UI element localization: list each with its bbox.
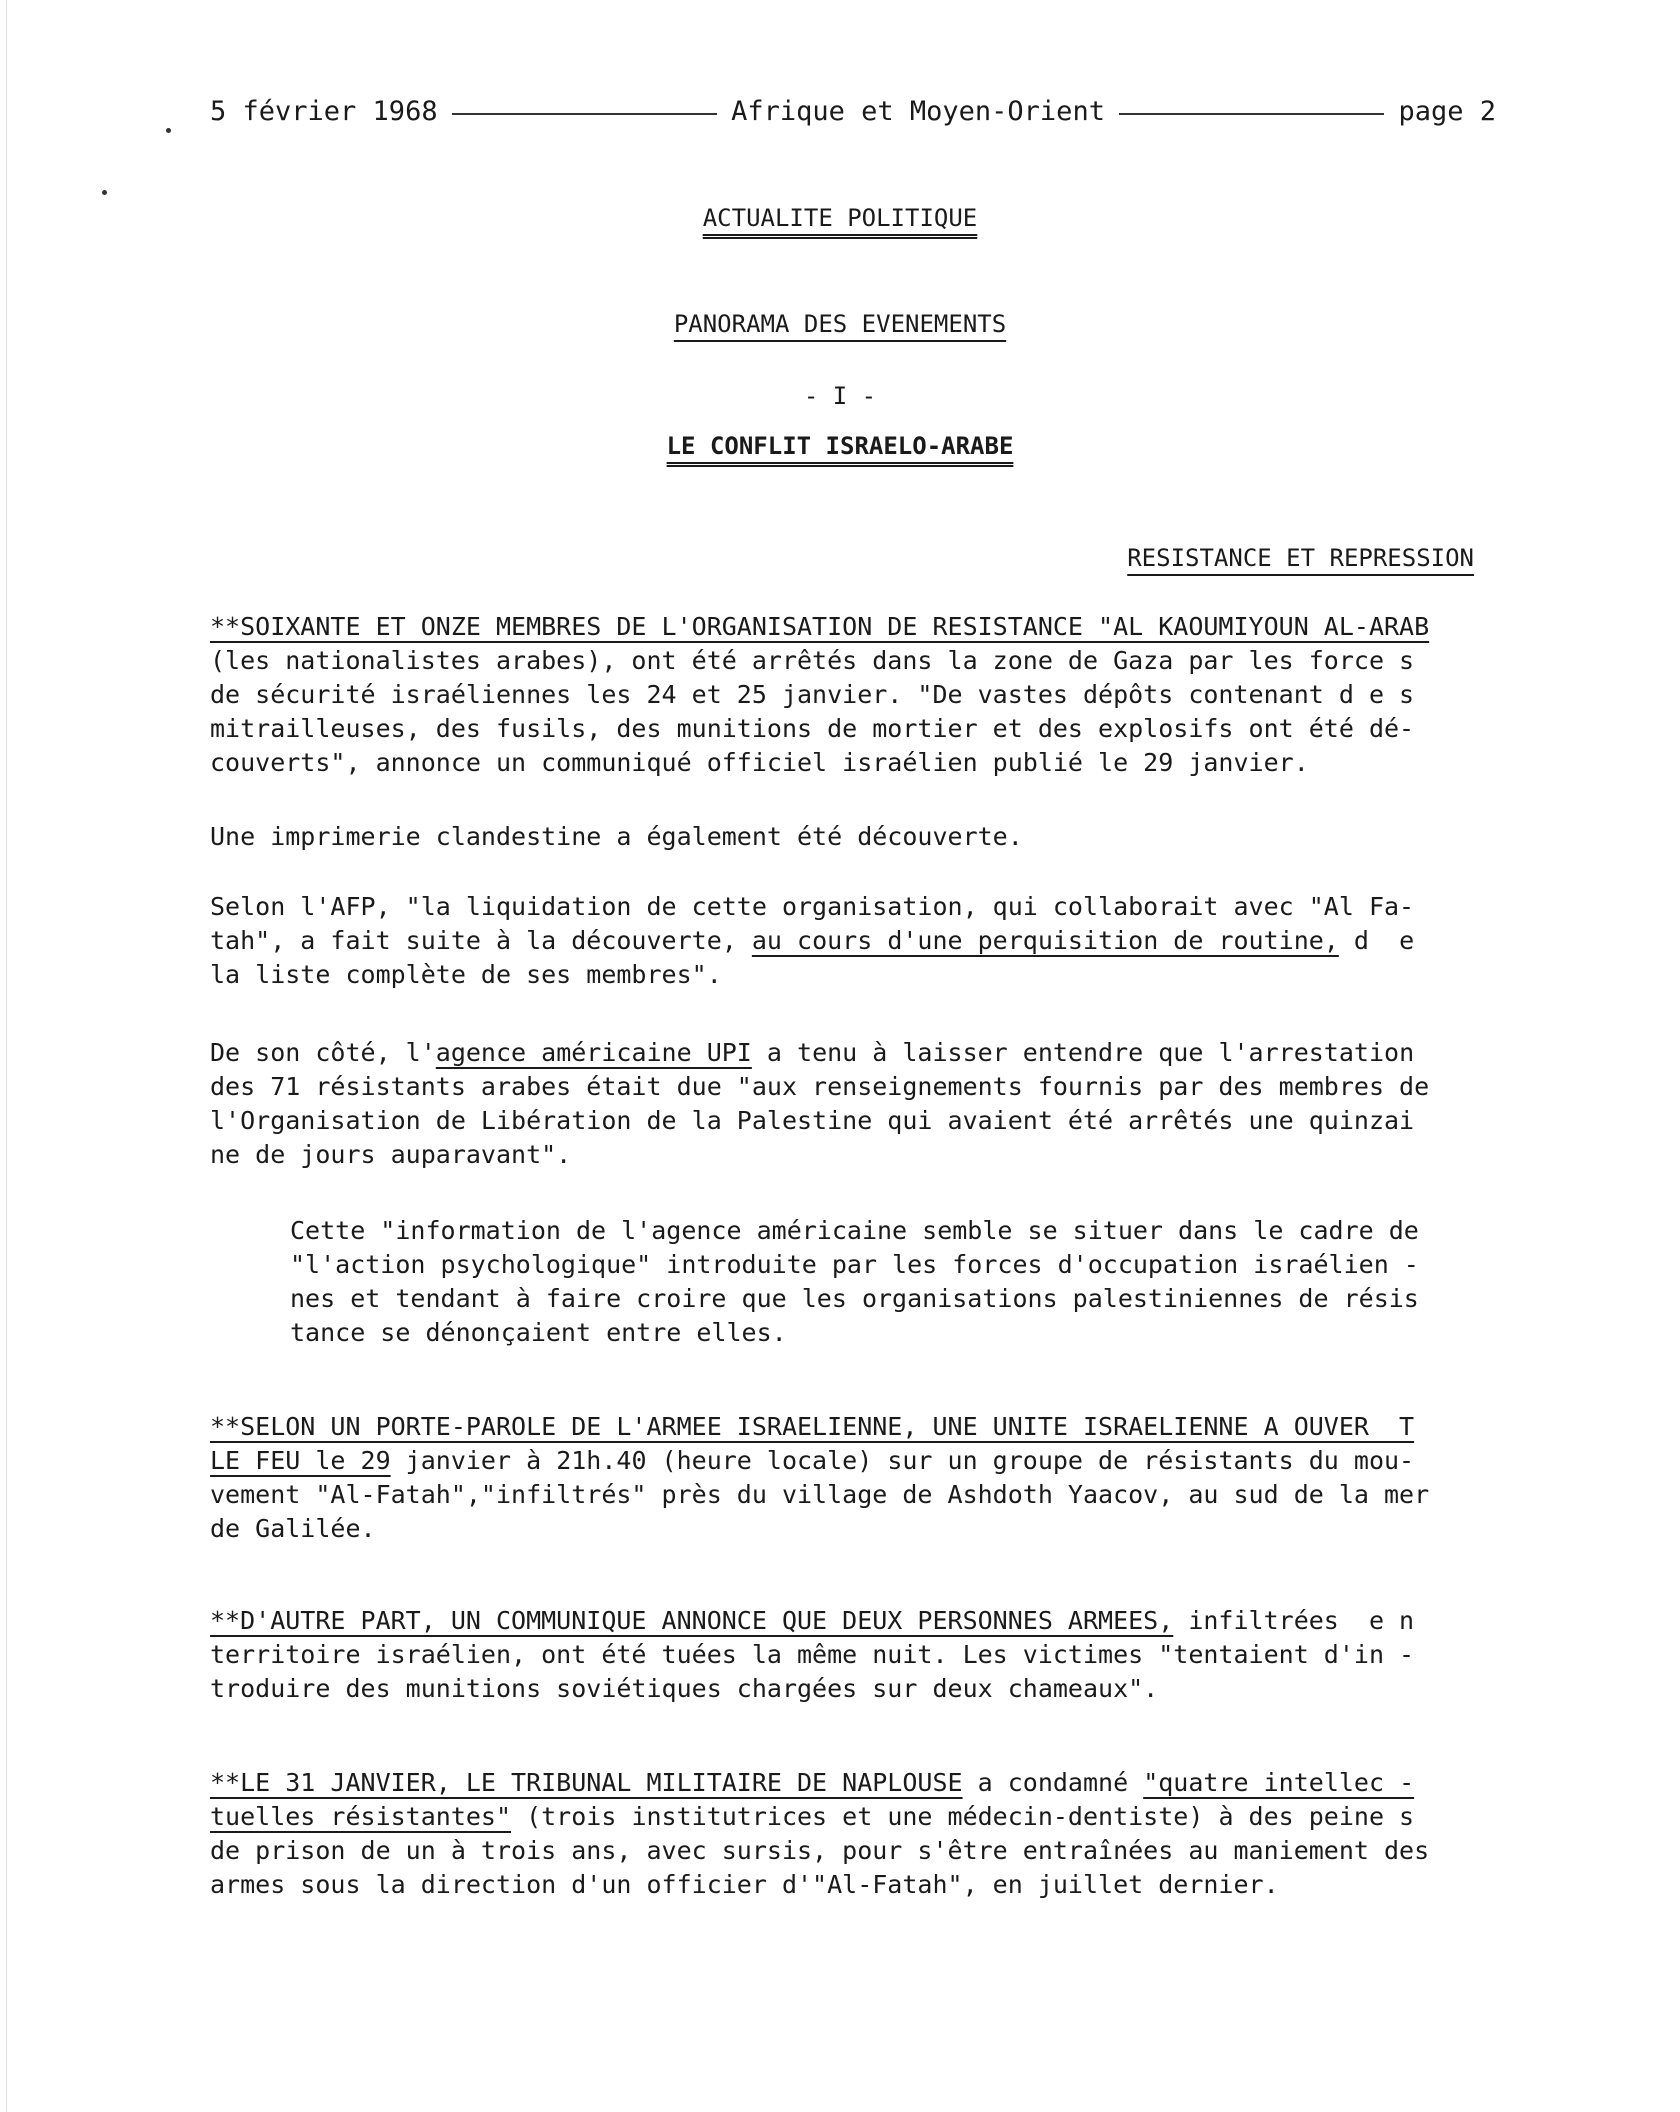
section-heading: RESISTANCE ET REPRESSION [1127,544,1474,572]
scan-speck [166,128,171,133]
paragraph-8 [210,1766,1510,1902]
chapter-title: LE CONFLIT ISRAELO-ARABE [666,432,1014,460]
page-header [210,96,1496,127]
section-number: - I - [803,382,877,410]
paragraph-text: (les nationalistes arabes), ont été arrêtés dans la zone de Gaza par les force s de sécurité israéliennes les 24 et 25 janvier. "De vastes dépôts contenant d e s mitrailleuses, des fusils, des munitions de mortier et des explosifs ont été dé- couverts", annonce un communiqué officiel israélien publié le 29 janvier. [210,646,1415,777]
chapter-title-wrap [0,432,1680,460]
paragraph-3 [210,890,1510,992]
paragraph-lead: **SOIXANTE ET ONZE MEMBRES DE L'ORGANISATION DE RESISTANCE "AL KAOUMIYOUN AL-ARAB [210,612,1430,641]
paragraph-lead: **D'AUTRE PART, UN COMMUNIQUE ANNONCE QUE DEUX PERSONNES ARMEES, [210,1606,1174,1635]
paragraph-4 [210,1036,1510,1172]
paragraph-text: janvier à 21h.40 (heure locale) sur un groupe de résistants du mou- vement "Al-Fatah","infiltrés" près du village de Ashdoth Yaacov, au sud de la mer de Galilée. [210,1446,1430,1543]
underlined-phrase: "quatre intellec - tuelles résistantes" [210,1768,1415,1831]
paragraph-5-commentary: Cette "information de l'agence américaine semble se situer dans le cadre de "l'action psychologique" introduite par les forces d'occupation israélien - nes et tendant à faire croire que les organisations palestiniennes de résis tance se dénonçaient entre elles. [290,1216,1419,1347]
paragraph-text: a condamné [962,1768,1144,1797]
header-rule [452,113,718,115]
paragraph-1 [210,610,1510,780]
subtitle-wrap [0,310,1680,338]
header-date: 5 février 1968 [210,96,438,127]
underlined-phrase: agence américaine UPI [435,1038,752,1067]
paragraph-text: d e la liste complète de ses membres". [210,926,1415,989]
paragraph-text: De son côté, l' [210,1038,436,1067]
paragraph-text: infiltrées e n territoire israélien, ont été tuées la même nuit. Les victimes "tentaient d'in - troduire des munitions soviétiques chargées sur deux chameaux". [210,1606,1415,1703]
paragraph-text: Selon l'AFP, "la liquidation de cette organisation, qui collaborait avec "Al Fa- tah", a fait suite à la découverte, [210,892,1415,955]
paragraph-text: (trois institutrices et une médecin-dentiste) à des peine s de prison de un à trois ans, avec sursis, pour s'être entraînées au maniement des armes sous la direction d'un officier d'"Al-Fatah", en juillet dernier. [210,1802,1430,1899]
paragraph-2: Une imprimerie clandestine a également été découverte. [210,822,1023,851]
subtitle: PANORAMA DES EVENEMENTS [673,310,1007,338]
paragraph-7 [210,1604,1510,1706]
paragraph-lead: **LE 31 JANVIER, LE TRIBUNAL MILITAIRE DE NAPLOUSE [210,1768,963,1797]
main-title-wrap [0,204,1680,232]
underlined-phrase: au cours d'une perquisition de routine, [751,926,1339,955]
paragraph-6 [210,1410,1510,1546]
header-section: Afrique et Moyen-Orient [731,96,1105,127]
main-title: ACTUALITE POLITIQUE [702,204,978,232]
section-heading-wrap [1127,544,1474,572]
paragraph-text: a tenu à laisser entendre que l'arrestation des 71 résistants arabes était due "aux renseignements fournis par des membres de l'Organisation de Libération de la Palestine qui avaient été arrêtés une quinzai ne de jours auparavant". [210,1038,1430,1169]
scan-speck [102,190,107,195]
header-rule [1119,113,1385,115]
header-page-number: page 2 [1398,96,1496,127]
paragraph-lead: **SELON UN PORTE-PAROLE DE L'ARMEE ISRAELIENNE, UNE UNITE ISRAELIENNE A OUVER T LE FEU le 29 [210,1412,1415,1475]
